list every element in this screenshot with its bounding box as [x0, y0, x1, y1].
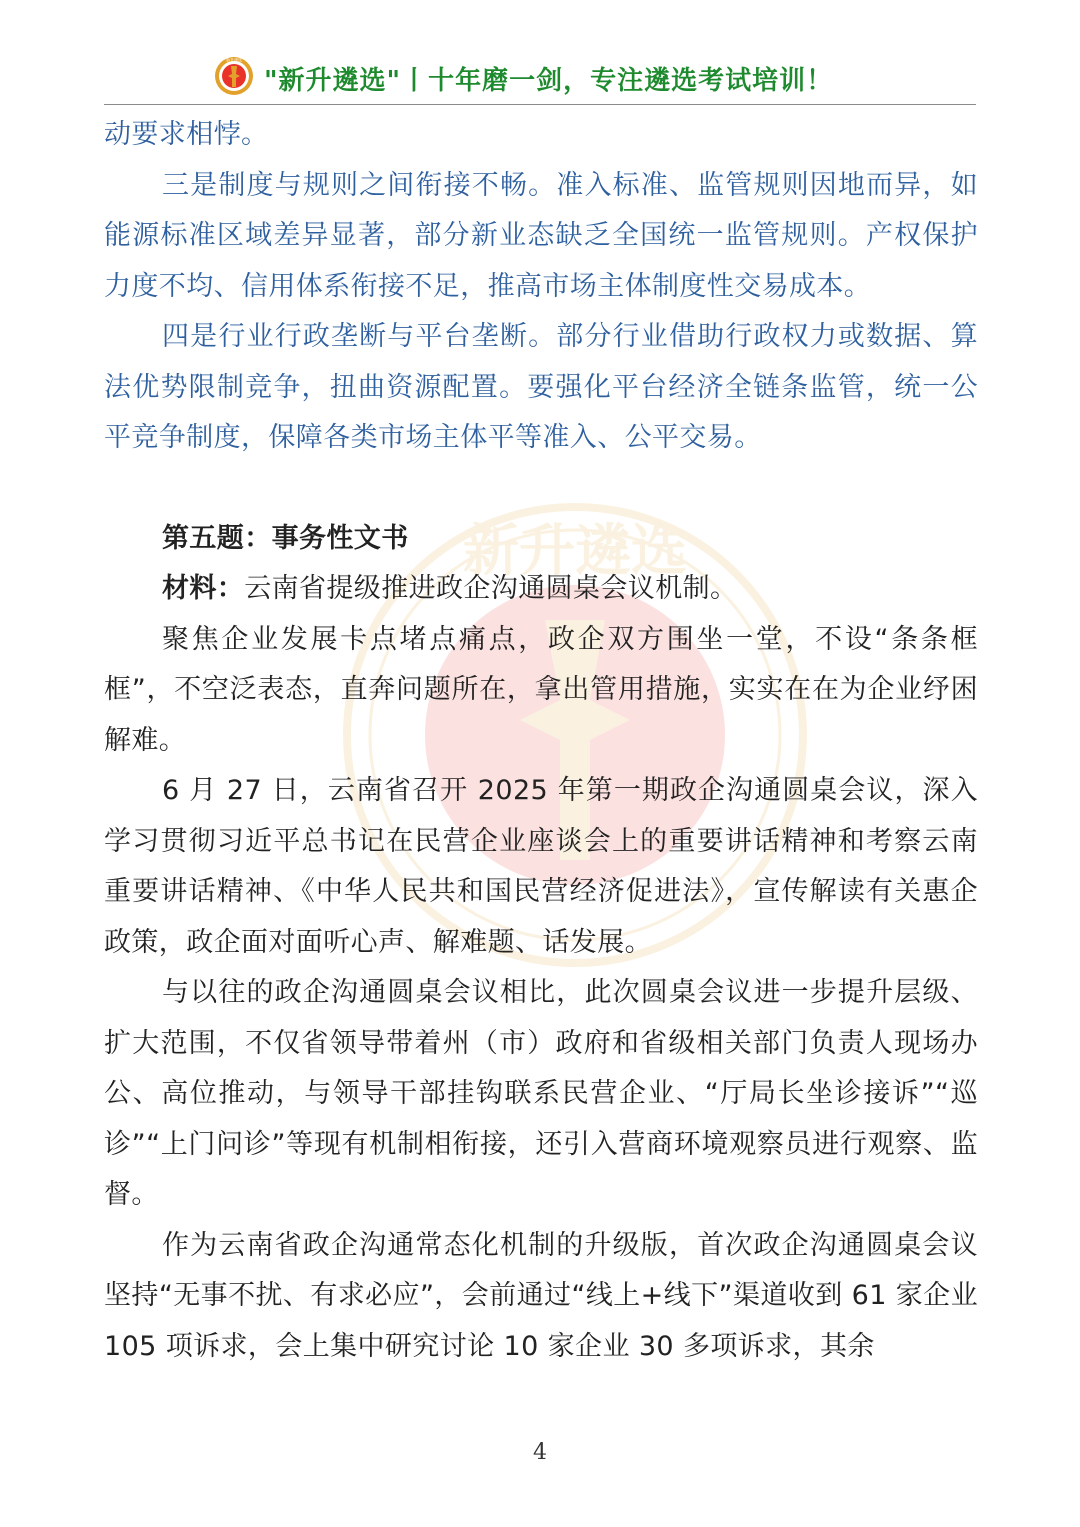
paragraph-point-three: 三是制度与规则之间衔接不畅。准入标准、监管规则因地而异，如能源标准区域差异显著，部分新业态缺乏全国统一监管规则。产权保护力度不均、信用体系衔接不足，推高市场主体制度性交易成本。 [104, 169, 978, 302]
paragraph-material-2: 6 月 27 日，云南省召开 2025 年第一期政企沟通圆桌会议，深入学习贯彻习近平总书记在民营企业座谈会上的重要讲话精神和考察云南重要讲话精神、《中华人民共和国民营经济促进法》，宣传解读有关惠企政策，政企面对面听心声、解难题、话发展。 [104, 775, 978, 958]
page-number: 4 [533, 1440, 547, 1465]
header-title: "新升遴选"丨十年磨一剑，专注遴选考试培训！ [264, 66, 834, 96]
paragraph-material-3: 与以往的政企沟通圆桌会议相比，此次圆桌会议进一步提升层级、扩大范围，不仅省领导带着州（市）政府和省级相关部门负责人现场办公、高位推动，与领导干部挂钩联系民营企业、“厅局长坐诊接诉”“巡诊”“上门问诊”等现有机制相衔接，还引入营商环境观察员进行观察、监督。 [104, 977, 978, 1210]
page-header [104, 52, 976, 105]
material-label: 材料： [162, 573, 245, 604]
question-heading: 第五题：事务性文书 [162, 522, 409, 554]
logo-text: 新升遴选 [226, 57, 242, 63]
paragraph-material-4: 作为云南省政企沟通常态化机制的升级版，首次政企沟通圆桌会议坚持“无事不扰、有求必应”，会前通过“线上+线下”渠道收到 61 家企业 105 项诉求，会上集中研究讨论 10 家企业 30 多项诉求，其余 [104, 1229, 978, 1362]
document-body [104, 110, 978, 1372]
paragraph-point-four: 四是行业行政垄断与平台垄断。部分行业借助行政权力或数据、算法优势限制竞争，扭曲资源配置。要强化平台经济全链条监管，统一公平竞争制度，保障各类市场主体平等准入、公平交易。 [104, 321, 978, 453]
material-title [104, 564, 978, 615]
brand-logo-icon [214, 56, 254, 96]
watermark-text: 新升遴选 [463, 518, 687, 584]
paragraph-continuation: 动要求相悖。 [104, 119, 269, 150]
section-spacer [104, 464, 978, 514]
paragraph-material-1: 聚焦企业发展卡点堵点痛点，政企双方围坐一堂，不设“条条框框”，不空泛表态，直奔问题所在，拿出管用措施，实实在在为企业纾困解难。 [104, 623, 978, 756]
material-title-text: 云南省提级推进政企沟通圆桌会议机制。 [244, 573, 738, 604]
